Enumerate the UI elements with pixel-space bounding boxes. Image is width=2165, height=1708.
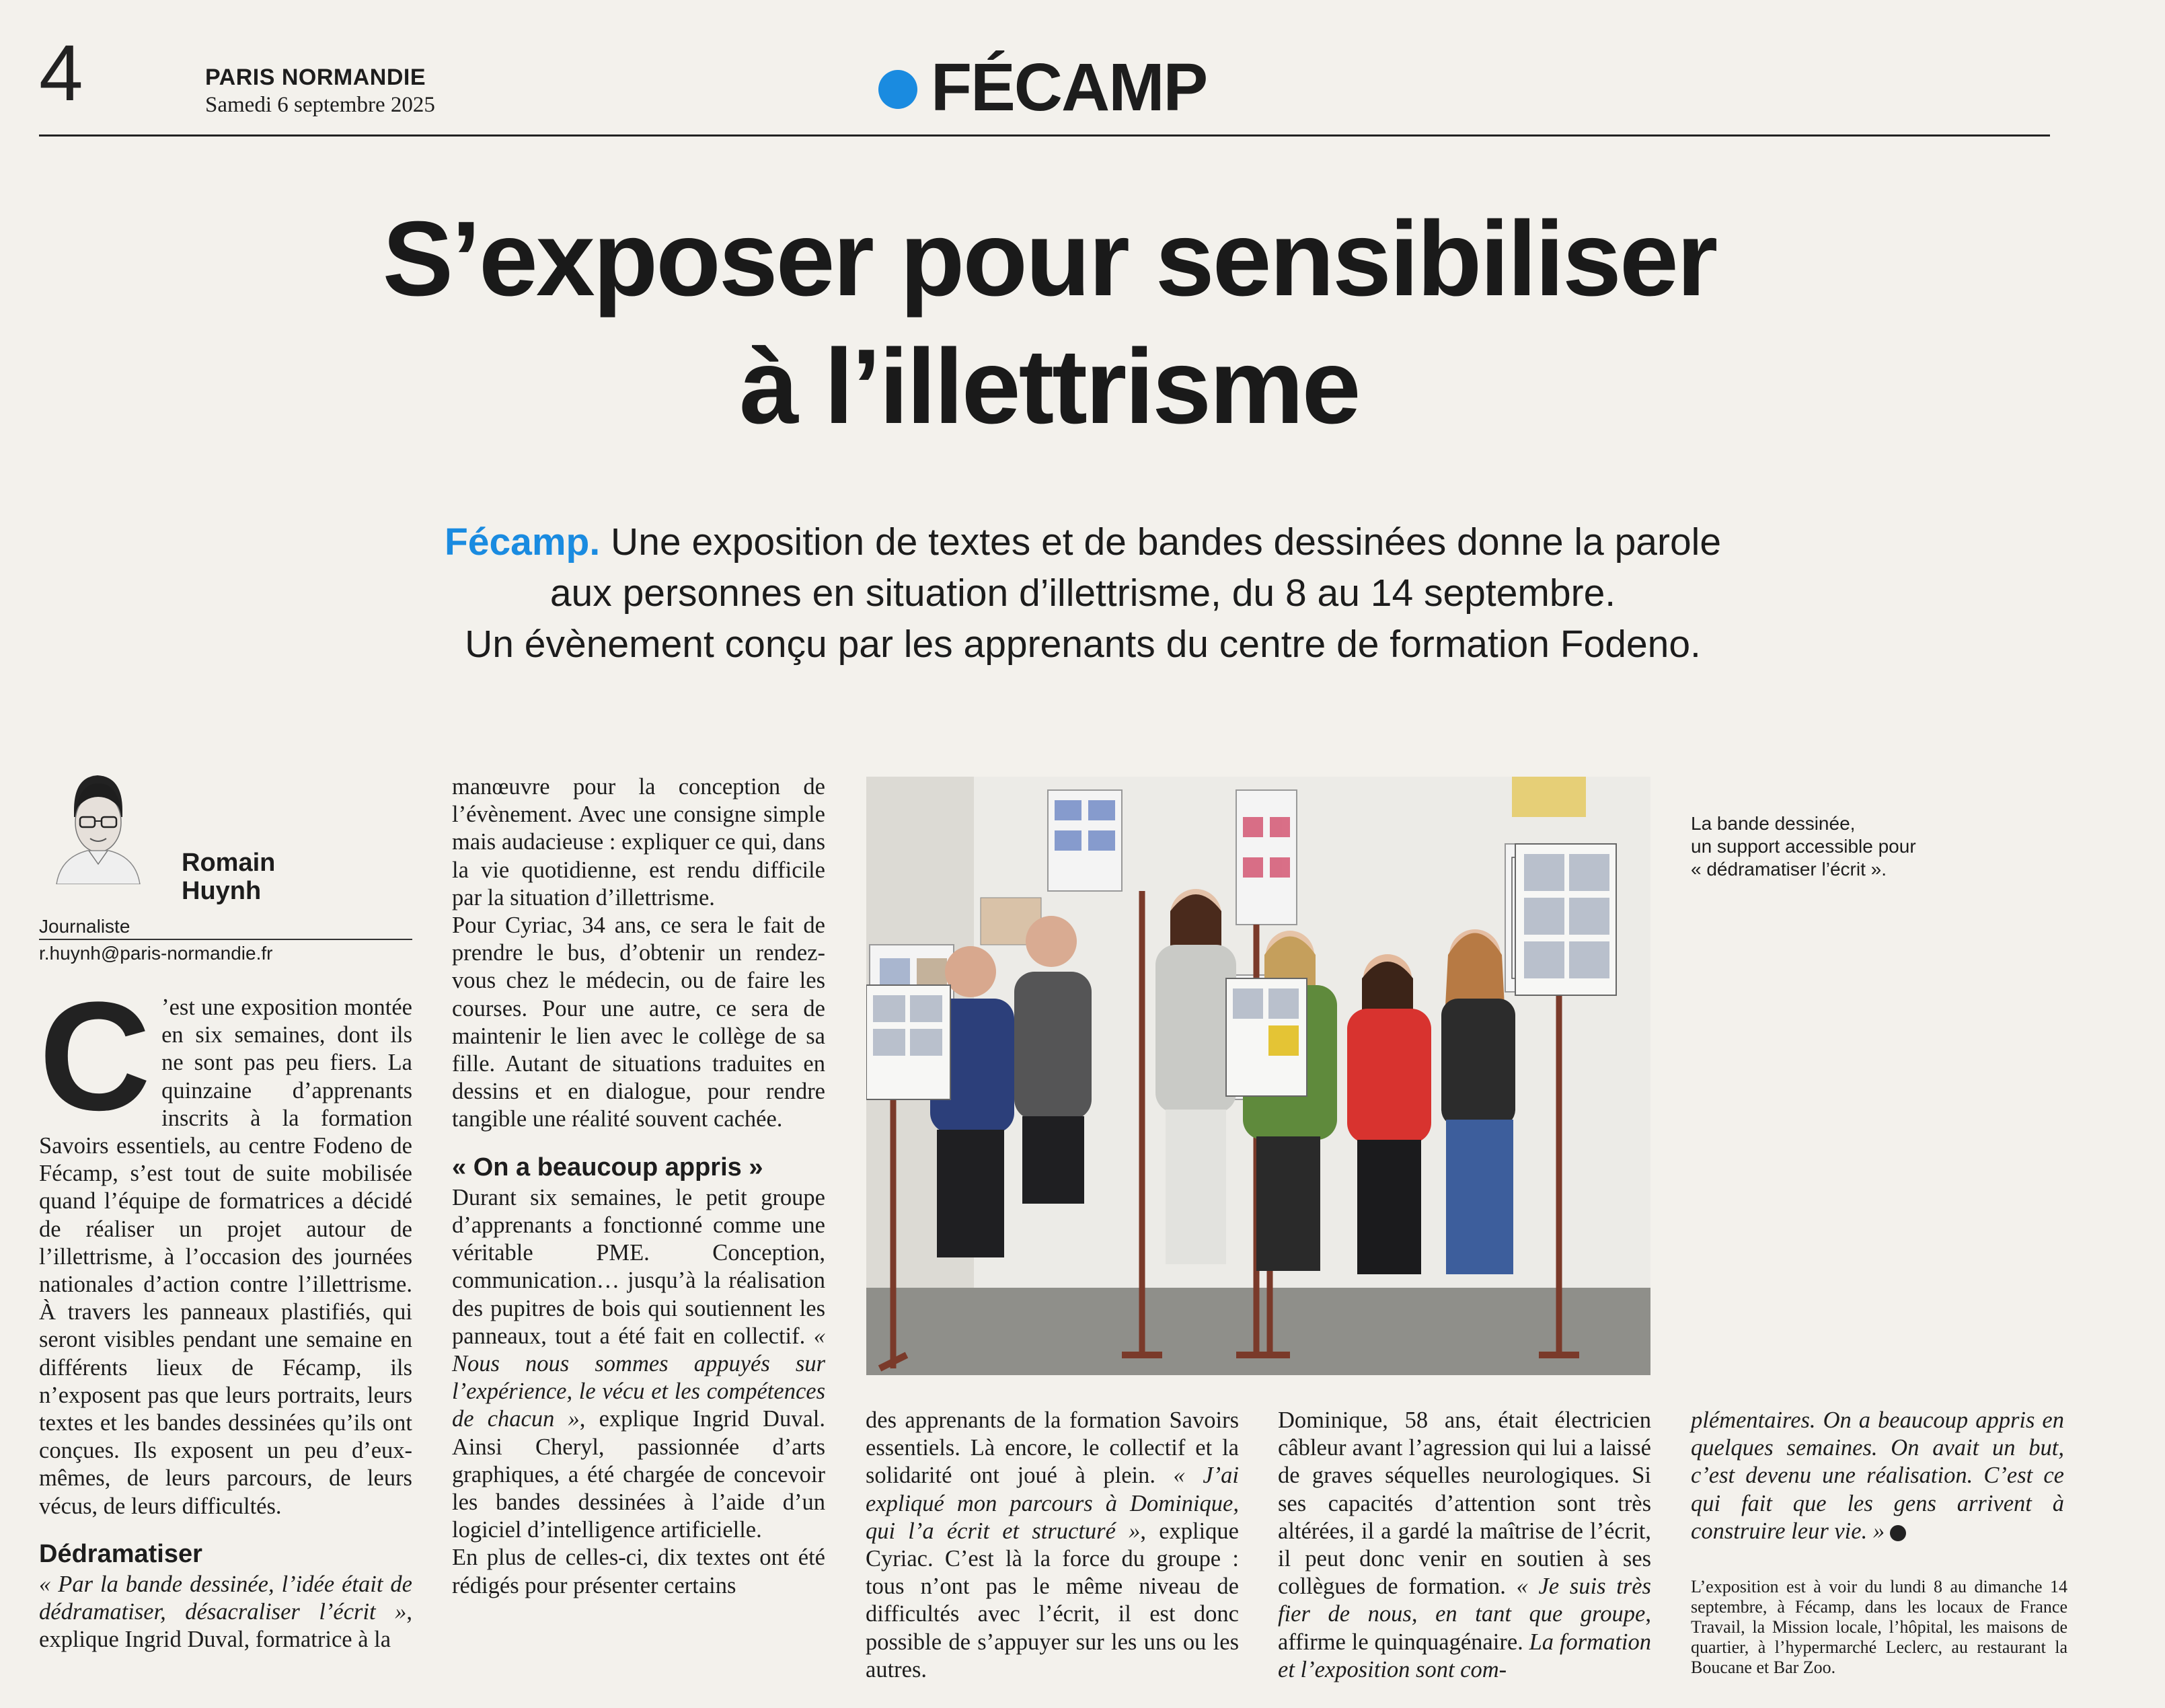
article-column-3: [866, 1407, 1239, 1684]
lead-line-3: Un évènement conçu par les apprenants du centre de formation Fodeno.: [465, 623, 1701, 666]
article-lead: [256, 516, 1910, 670]
column-4-paragraph-1: [1278, 1407, 1651, 1684]
newspaper-name: PARIS NORMANDIE: [205, 65, 426, 90]
column-3-paragraph-1: [866, 1407, 1239, 1684]
column-3-text-a: des apprenants de la formation Savoirs essentiels. Là encore, le collectif et la solidarité ont joué à plein.: [866, 1407, 1239, 1489]
photo-caption: [1691, 812, 1973, 881]
quote-dominique-cont: La formation et l’exposition sont com-: [1278, 1629, 1651, 1682]
column-2-paragraph-3: [452, 1184, 825, 1545]
caption-line-3: « dédramatiser l’écrit ».: [1691, 859, 1887, 880]
section-bullet-icon: [878, 70, 917, 109]
lead-text-1: Une exposition de textes et de bandes dessinées donne la parole: [600, 520, 1722, 564]
column-5-paragraph-1: [1691, 1407, 2064, 1545]
article-column-5: [1691, 1407, 2064, 1545]
header-divider: [39, 134, 2050, 137]
lead-line-1: [256, 516, 1910, 568]
drop-cap: C: [39, 970, 151, 1142]
article-paragraph-1: [39, 970, 412, 1520]
paragraph-2-text: , explique Ingrid Duval, formatrice à la: [39, 1599, 412, 1653]
author-role: Journaliste: [39, 916, 130, 937]
quote-dominique: « Je suis très fier de nous, en tant que groupe: [1278, 1574, 1651, 1627]
column-4-text-a: Dominique, 58 ans, était électricien câbleur avant l’agression qui lui a laissé de graves séquelles neurologiques. Si ses capacités d’attention sont très altérées, il a gardé la maîtrise de l’écrit, il peut donc venir en soutien à ses collègues de formation.: [1278, 1407, 1651, 1600]
article-column-1: [39, 970, 412, 1654]
author-first-name: Romain: [182, 849, 276, 877]
quote-competences: « Nous nous sommes appuyés sur l’expérience, le vécu et les compétences de chacun »: [452, 1323, 825, 1432]
column-2-paragraph-4: En plus de celles-ci, dix textes ont été rédigés pour présenter certains: [452, 1545, 825, 1598]
section-title: FÉCAMP: [931, 50, 1207, 125]
column-2-paragraph-2: Pour Cyriac, 34 ans, ce sera le fait de prendre le bus, d’obtenir un rendez-vous chez le médecin, ou de faire les courses. Pour une autre, ce sera de maintenir le lien avec le collège de sa fille. Autant de situations traduites en dessins et en dialogue, pour rendre tangible une réalité souvent cachée.: [452, 913, 825, 1132]
author-name: [182, 849, 275, 905]
paragraph-3-text-b: , explique Ingrid Duval. Ainsi Cheryl, passionnée d’arts graphiques, a été chargée de concevoir les bandes dessinées à l’aide d’un logiciel d’intelligence artificielle.: [452, 1406, 825, 1543]
column-4-text-b: , affirme le quinquagénaire.: [1278, 1601, 1651, 1655]
quote-conclusion: plémentaires. On a beaucoup appris en quelques semaines. On avait un but, c’est devenu une réalisation. C’est ce qui fait que les gens arrivent à construire leur vie. »: [1691, 1407, 2064, 1544]
author-last-name: Huynh: [182, 877, 262, 905]
column-3-text-b: , explique Cyriac. C’est là la force du groupe : tous n’ont pas le même niveau de difficultés avec l’écrit, il est donc possible de s’appuyer sur les uns ou les autres.: [866, 1518, 1239, 1682]
lead-place: Fécamp.: [444, 520, 601, 564]
lead-line-2: aux personnes en situation d’illettrisme, du 8 au 14 septembre.: [549, 572, 1616, 615]
caption-line-2: un support accessible pour: [1691, 836, 1916, 857]
column-2-paragraph-1: manœuvre pour la conception de l’évènement. Avec une consigne simple mais audacieuse : expliquer ce qui, dans la vie quotidienne, est rendu difficile par la situation d’illettrisme.: [452, 774, 825, 910]
subheading-dedramatiser: Dédramatiser: [39, 1539, 202, 1568]
article-paragraph-2: [39, 1571, 412, 1654]
caption-line-1: La bande dessinée,: [1691, 813, 1856, 834]
page-number: 4: [39, 29, 83, 118]
author-email[interactable]: r.huynh@paris-normandie.fr: [39, 943, 273, 964]
paragraph-3-text-a: Durant six semaines, le petit groupe d’apprenants a fonctionné comme une véritable PME. Conception, communication… jusqu’à la réalisation des pupitres de bois qui soutiennent les panneaux, tout a été fait en collectif.: [452, 1184, 825, 1349]
end-of-article-icon: [1890, 1525, 1906, 1541]
article-column-2: [452, 773, 825, 1600]
subheading-on-a-beaucoup-appris: « On a beaucoup appris »: [452, 1153, 763, 1181]
article-column-4: [1278, 1407, 1651, 1684]
exhibition-info: L’exposition est à voir du lundi 8 au dimanche 14 septembre, à Fécamp, dans les locaux de France Travail, la Mission locale, l’hôpital, les maisons de quartier, à l’hypermarché Leclerc, au restaurant la Boucane et Bar Zoo.: [1691, 1577, 2067, 1677]
headline-line-1: S’exposer pour sensibiliser: [382, 200, 1716, 318]
article-photo: [866, 777, 1650, 1375]
byline-divider: [39, 939, 412, 940]
issue-date: Samedi 6 septembre 2025: [205, 93, 435, 117]
quote-cyriac: « J’ai expliqué mon parcours à Dominique, qui l’a écrit et structuré »: [866, 1463, 1239, 1544]
author-avatar: [47, 763, 148, 884]
paragraph-1-text: ’est une exposition montée en six semaines, dont ils ne sont pas peu fiers. La quinzaine d’apprenants inscrits à la formation Savoirs essentiels, au centre Fodeno de Fécamp, s’est tout de suite mobilisée quand l’équipe de formatrices a décidé de réaliser un projet autour de l’illettrisme, à l’occasion des journées nationales d’action contre l’illettrisme. À travers les panneaux plastifiés, qui seront visibles pendant une semaine en différents lieux de Fécamp, ils n’exposent pas que leurs portraits, leurs textes et les bandes dessinées qu’ils ont conçues. Ils exposent un peu d’eux-mêmes, de leurs parcours, de leurs vécus, de leurs difficultés.: [39, 995, 412, 1519]
quote-duval: « Par la bande dessinée, l’idée était de dédramatiser, désacraliser l’écrit »: [39, 1571, 412, 1625]
article-headline: [67, 195, 2031, 451]
headline-line-2: à l’illettrisme: [739, 327, 1359, 446]
